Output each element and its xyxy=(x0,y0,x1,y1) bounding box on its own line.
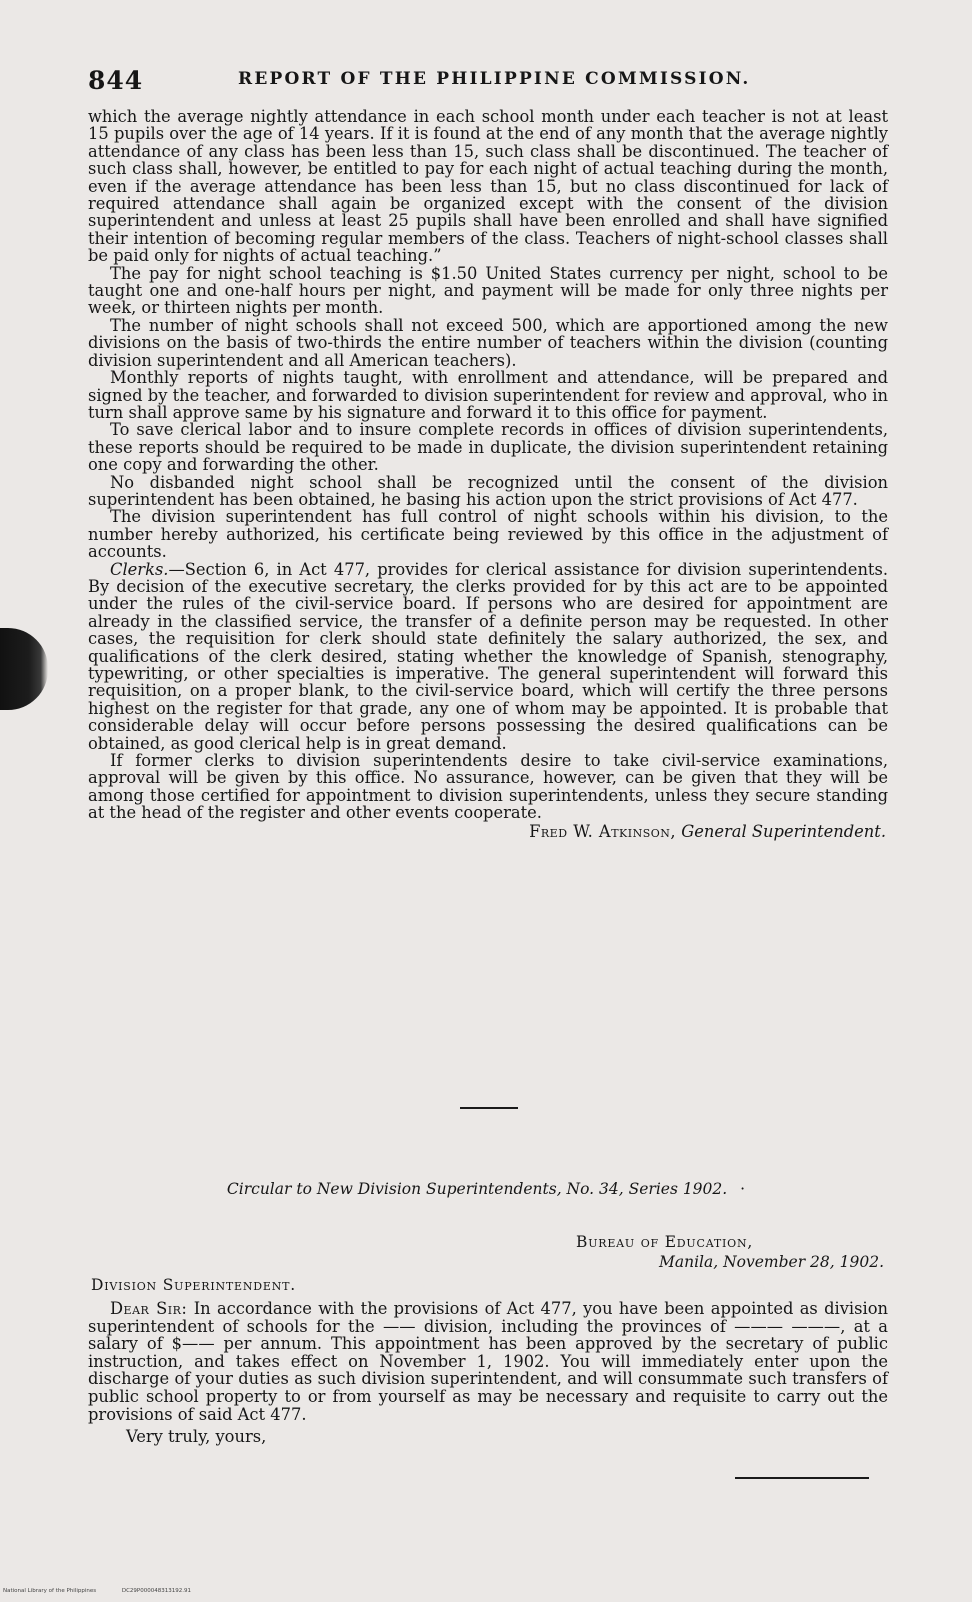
signature-blank-line xyxy=(735,1477,869,1479)
paragraph-2: The pay for night school teaching is $1.50 United States currency per night, school to be taught one and one-half hours per night, and payment will be made for only three nights per week, or thirteen nights per month. xyxy=(88,263,888,318)
clerks-label: Clerks. xyxy=(110,559,169,579)
letter-paragraph xyxy=(88,1300,888,1423)
paragraph-9: If former clerks to division superintendents desire to take civil-service examinations, approval will be given by this office. No assurance, however, can be given that they will be among those certified for appointment to division superintendents, unless they secure standing at the head of the register and other events cooperate. xyxy=(88,751,888,823)
page-number: 844 xyxy=(88,66,144,95)
clerks-text: —Section 6, in Act 477, provides for clerical assistance for division superintendents. By decision of the executive secretary, the clerks provided for by this act are to be appointed under the rules of the civil-service board. If persons who are desired for appointment are already in the classified service, the transfer of a definite person may be requested. In other cases, the requisition for clerk should state definitely the salary authorized, the sex, and qualifications of the clerk desired, stating whether the knowledge of Spanish, stenography, typewriting, or other specialties is imperative. The general superintendent will forward this requisition, on a proper blank, to the civil-service board, which will certify the three persons highest on the register for that grade, any one of whom may be appointed. It is probable that considerable delay will occur before persons possessing the desired qualifications can be obtained, as good clerical help is in great demand. xyxy=(88,559,888,753)
salutation: Dear Sir: xyxy=(110,1299,188,1318)
page-header xyxy=(88,66,888,102)
circular-title-mark: · xyxy=(740,1180,746,1198)
bureau-name: Bureau of Education, xyxy=(576,1233,754,1251)
letter-body xyxy=(88,1300,888,1423)
running-head: REPORT OF THE PHILIPPINE COMMISSION. xyxy=(238,69,751,89)
signature-name: Fred W. Atkinson, xyxy=(529,821,677,841)
signature-title: General Superintendent. xyxy=(681,821,886,841)
footer-library: National Library of the Philippines xyxy=(3,1588,97,1594)
scan-shadow xyxy=(0,628,48,710)
circular-title xyxy=(0,1180,972,1198)
footer-identifier: DC29P000048313192.91 xyxy=(121,1588,191,1594)
scan-footer xyxy=(3,1588,215,1594)
closing: Very truly, yours, xyxy=(126,1427,267,1446)
section-divider xyxy=(460,1107,518,1109)
paragraph-3: The number of night schools shall not exceed 500, which are apportioned among the new divisions on the basis of two-thirds the entire number of teachers within the division (counting division superintendent and all American teachers). xyxy=(88,315,888,370)
dateline: Manila, November 28, 1902. xyxy=(658,1253,884,1271)
paragraph-7: The division superintendent has full control of night schools within his division, to the number hereby authorized, his certificate being reviewed by this office in the adjustment of accounts. xyxy=(88,507,888,562)
paragraph-6: No disbanded night school shall be recognized until the consent of the division superintendent has been obtained, he basing his action upon the strict provisions of Act 477. xyxy=(88,472,888,509)
signature xyxy=(88,823,888,840)
paragraph-4: Monthly reports of nights taught, with enrollment and attendance, will be prepared and signed by the teacher, and forwarded to division superintendent for review and approval, who in turn shall approve same by his signature and forward it to this office for payment. xyxy=(88,368,888,422)
letter-text: In accordance with the provisions of Act 477, you have been appointed as division superintendent of schools for the —— division, including the provinces of ——— ———, at a salary of $—— per annum. This appointment has been approved by the secretary of public instruction, and takes effect on November 1, 1902. You will immediately enter upon the discharge of your duties as such division superintendent, and will consummate such transfers of public school property to or from yourself as may be necessary and requisite to carry out the provisions of said Act 477. xyxy=(88,1299,888,1424)
body-text xyxy=(88,108,888,840)
addressee: Division Superintendent. xyxy=(91,1276,297,1294)
paragraph-5: To save clerical labor and to insure complete records in offices of division superintendents, these reports should be required to be made in duplicate, the division superintendent retaining one copy and forwarding the other. xyxy=(88,420,888,475)
paragraph-1: which the average nightly attendance in each school month under each teacher is not at least 15 pupils over the age of 14 years. If it is found at the end of any month that the average nightly attendance of any class has been less than 15, such class shall be discontinued. The teacher of such class shall, however, be entitled to pay for each night of actual teaching during the month, even if the average attendance has been less than 15, but no class discontinued for lack of required attendance shall again be organized except with the consent of the division superintendent and unless at least 25 pupils shall have been enrolled and shall have signified their intention of becoming regular members of the class. Teachers of night-school classes shall be paid only for nights of actual teaching.” xyxy=(88,107,888,266)
circular-title-text: Circular to New Division Superintendents, No. 34, Series 1902. xyxy=(226,1180,728,1198)
paragraph-8 xyxy=(88,561,888,752)
